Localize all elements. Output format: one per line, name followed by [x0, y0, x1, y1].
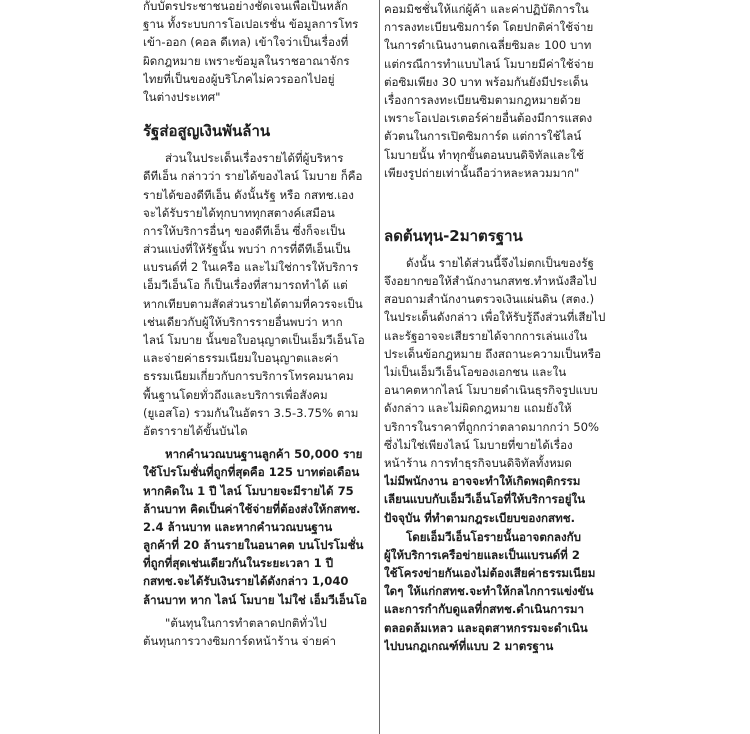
right-column [384, 0, 609, 655]
text-line: (ยูเอสโอ) รวมกันในอัตรา 3.5-3.75% ตาม [143, 405, 359, 420]
right-paragraph-1 [384, 0, 609, 182]
text-line: จึงอยากขอให้สำนักงานกสทช.ทำหนังสือไป [384, 274, 597, 289]
text-line: เรื่องการลงทะเบียนซิมตามกฎหมายด้วย [384, 92, 581, 107]
text-line: ส่วนในประเด็นเรื่องรายได้ที่ผู้บริหาร [165, 151, 344, 166]
text-line: ไม่เป็นเอ็มวีเอ็นโอของเอกชน และใน [384, 365, 567, 379]
text-line: จะได้รับรายได้ทุกบาททุกสตางค์เสมือน [143, 205, 335, 220]
text-line: เข้า-ออก (คอล ดีเทล) เข้าใจว่าเป็นเรื่องที่ [143, 35, 349, 50]
text-line: หากคิดใน 1 ปี ไลน์ โมบายจะมีรายได้ 75 [143, 483, 354, 498]
text-line: ลูกค้าที่ 20 ล้านรายในอนาคต บนโปรโมชั่น [143, 538, 364, 553]
column-divider [379, 0, 380, 734]
left-paragraph-2 [143, 149, 376, 440]
text-line: แบรนด์ที่ 2 ในเครือ และไม่ใช่การให้บริการ [143, 260, 359, 275]
text-line: กับบัตรประชาชนอย่างชัดเจนเพื่อเป็นหลัก [143, 0, 349, 13]
text-line: อัตรารายได้ขั้นบันได [143, 423, 248, 438]
text-line: พื้นฐานโดยทั่วถึงและบริการเพื่อสังคม [143, 387, 328, 402]
text-line: ตลอดล้มเหลว และอุตสาหกรรมจะดำเนิน [384, 620, 588, 635]
left-paragraph-1 [143, 0, 376, 106]
text-line: และจ่ายค่าธรรมเนียมใบอนุญาตและค่า [143, 351, 339, 366]
text-line: ในการดำเนินงานตกเฉลี่ยซิมละ 100 บาท [384, 38, 592, 53]
left-column [143, 0, 376, 650]
text-line: เอ็มวีเอ็นโอ ก็เป็นเรื่องที่สามารถทำได้ แต่ [143, 278, 348, 293]
text-line: ปัจจุบัน ที่ทำตามกฎระเบียบของกสทช. [384, 510, 576, 525]
text-line: และการกำกับดูแลที่กสทช.ดำเนินการมา [384, 602, 584, 617]
text-line: ต้นทุนการวางซิมการ์ดหน้าร้าน จ่ายค่า [143, 634, 337, 648]
text-line: เพียงรูปถ่ายเท่านั้นถือว่าหละหลวมมาก" [384, 165, 580, 180]
right-paragraph-2 [384, 254, 609, 527]
text-line: ดังนั้น รายได้ส่วนนี้จึงไม่ตกเป็นของรัฐ [406, 255, 594, 270]
text-line: คอมมิชชั่นให้แก่ผู้ค้า และค่าปฏิบัติการใน [384, 2, 589, 16]
text-line: 2.4 ล้านบาท และหากคำนวณบนฐาน [143, 519, 333, 534]
text-line: เพราะโอเปอเรเตอร์ค่ายอื่นต้องมีการแสดง [384, 111, 593, 126]
text-line: ซึ่งไม่ใช่เพียงไลน์ โมบายที่ขายได้เรื่อง [384, 437, 573, 452]
section-heading: รัฐส่อสูญเงินพันล้าน [143, 122, 271, 141]
text-line: ในต่างประเทศ" [143, 89, 221, 104]
text-line: บริการในราคาที่ถูกกว่าตลาดมากกว่า 50% [384, 419, 599, 434]
text-line: โมบายนั้น ทำทุกขั้นตอนบนดิจิทัลและใช้ [384, 147, 584, 162]
right-paragraph-3 [384, 528, 609, 655]
text-line: ดังกล่าว และไม่ผิดกฎหมาย แถมยังให้ [384, 401, 572, 416]
text-line: "ต้นทุนในการทำตลาดปกติทั่วไป [165, 615, 327, 630]
text-line: ไลน์ โมบาย นั้นขอใบอนุญาตเป็นเอ็มวีเอ็นโอ [143, 333, 365, 347]
text-line: กสทช.จะได้รับเงินรายได้ดังกล่าว 1,040 [143, 574, 349, 589]
text-line: เช่นเดียวกับผู้ให้บริการรายอื่นพบว่า หาก [143, 314, 343, 329]
text-line: ผิดกฎหมาย เพราะข้อมูลในราชอาณาจักร [143, 53, 350, 68]
text-line: ส่วนแบ่งที่ให้รัฐนั้น พบว่า การที่ดีทีเอ็นเป็น [143, 242, 351, 257]
text-line: ฐาน ทั้งระบบการโอเปอเรชั่น ข้อมูลการโทร [143, 17, 359, 32]
text-line: การให้บริการอื่นๆ ของดีทีเอ็น ซึ่งก็จะเป็น [143, 223, 346, 238]
text-line: หน้าร้าน การทำธุรกิจบนดิจิทัลทั้งหมด [384, 455, 572, 470]
text-line: สอบถามสำนักงานตรวจเงินแผ่นดิน (สตง.) [384, 292, 595, 307]
text-line: ไม่มีพนักงาน อาจจะทำให้เกิดพฤติกรรม [384, 474, 581, 489]
text-line: อนาคตหากไลน์ โมบายดำเนินธุรกิจรูปแบบ [384, 383, 598, 398]
text-line: การลงทะเบียนซิมการ์ด โดยปกติค่าใช้จ่าย [384, 20, 594, 35]
text-line: ตัวตนในการเปิดซิมการ์ด แต่การใช้ไลน์ [384, 129, 582, 144]
text-line: หากเทียบตามสัดส่วนรายได้ตามที่ควรจะเป็น [143, 296, 363, 311]
text-line: ไทยที่เป็นของผู้บริโภคไม่ควรออกไปอยู่ [143, 71, 335, 86]
text-line: ธรรมเนียมเกี่ยวกับการบริการโทรคมนาคม [143, 369, 354, 384]
text-line: โดยเอ็มวีเอ็นโอรายนั้นอาจตกลงกับ [406, 529, 582, 544]
left-paragraph-4 [143, 614, 376, 650]
text-line: ใช้โปรโมชั่นที่ถูกที่สุดคือ 125 บาทต่อเดือน [143, 465, 360, 480]
text-line: รายได้ของดีทีเอ็น ดังนั้นรัฐ หรือ กสทช.เอง [143, 187, 354, 202]
text-line: ล้านบาท หาก ไลน์ โมบาย ไม่ใช่ เอ็มวีเอ็นโอ [143, 592, 367, 607]
text-line: ในประเด็นดังกล่าว เพื่อให้รับรู้ถึงส่วนที่เสียไป [384, 310, 606, 325]
text-line: ล้านบาท คิดเป็นค่าใช้จ่ายที่ต้องส่งให้กสทช. [143, 501, 361, 516]
text-line: ใดๆ ให้แก่กสทช.จะทำให้กลไกการแข่งขัน [384, 584, 594, 599]
text-line: และรัฐอาจจะเสียรายได้จากการเล่นแง่ใน [384, 328, 588, 343]
text-line: ดีทีเอ็น กล่าวว่า รายได้ของไลน์ โมบาย ก็คือ [143, 169, 363, 184]
text-line: ต่อซิมเพียง 30 บาท พร้อมกันยังมีประเด็น [384, 74, 589, 89]
section-heading: ลดต้นทุน-2มาตรฐาน [384, 226, 523, 245]
left-paragraph-3 [143, 445, 376, 609]
text-line: เลียนแบบกับเอ็มวีเอ็นโอที่ให้บริการอยู่ใน [384, 492, 586, 507]
text-line: แต่กรณีการทำแบบไลน์ โมบายมีค่าใช้จ่าย [384, 56, 594, 71]
text-line: ประเด็นข้อกฎหมาย ถึงสถานะความเป็นหรือ [384, 346, 602, 361]
text-line: หากคำนวณบนฐานลูกค้า 50,000 ราย [165, 447, 363, 462]
text-line: ผู้ให้บริการเครือข่ายและเป็นแบรนด์ที่ 2 [384, 547, 580, 562]
text-line: ใช้โครงข่ายกันเองไม่ต้องเสียค่าธรรมเนียม [384, 566, 596, 581]
text-line: ไปบนกฎเกณฑ์ที่แบบ 2 มาตรฐาน [384, 638, 554, 653]
text-line: ที่ถูกที่สุดเช่นเดียวกันในระยะเวลา 1 ปี [143, 556, 334, 571]
